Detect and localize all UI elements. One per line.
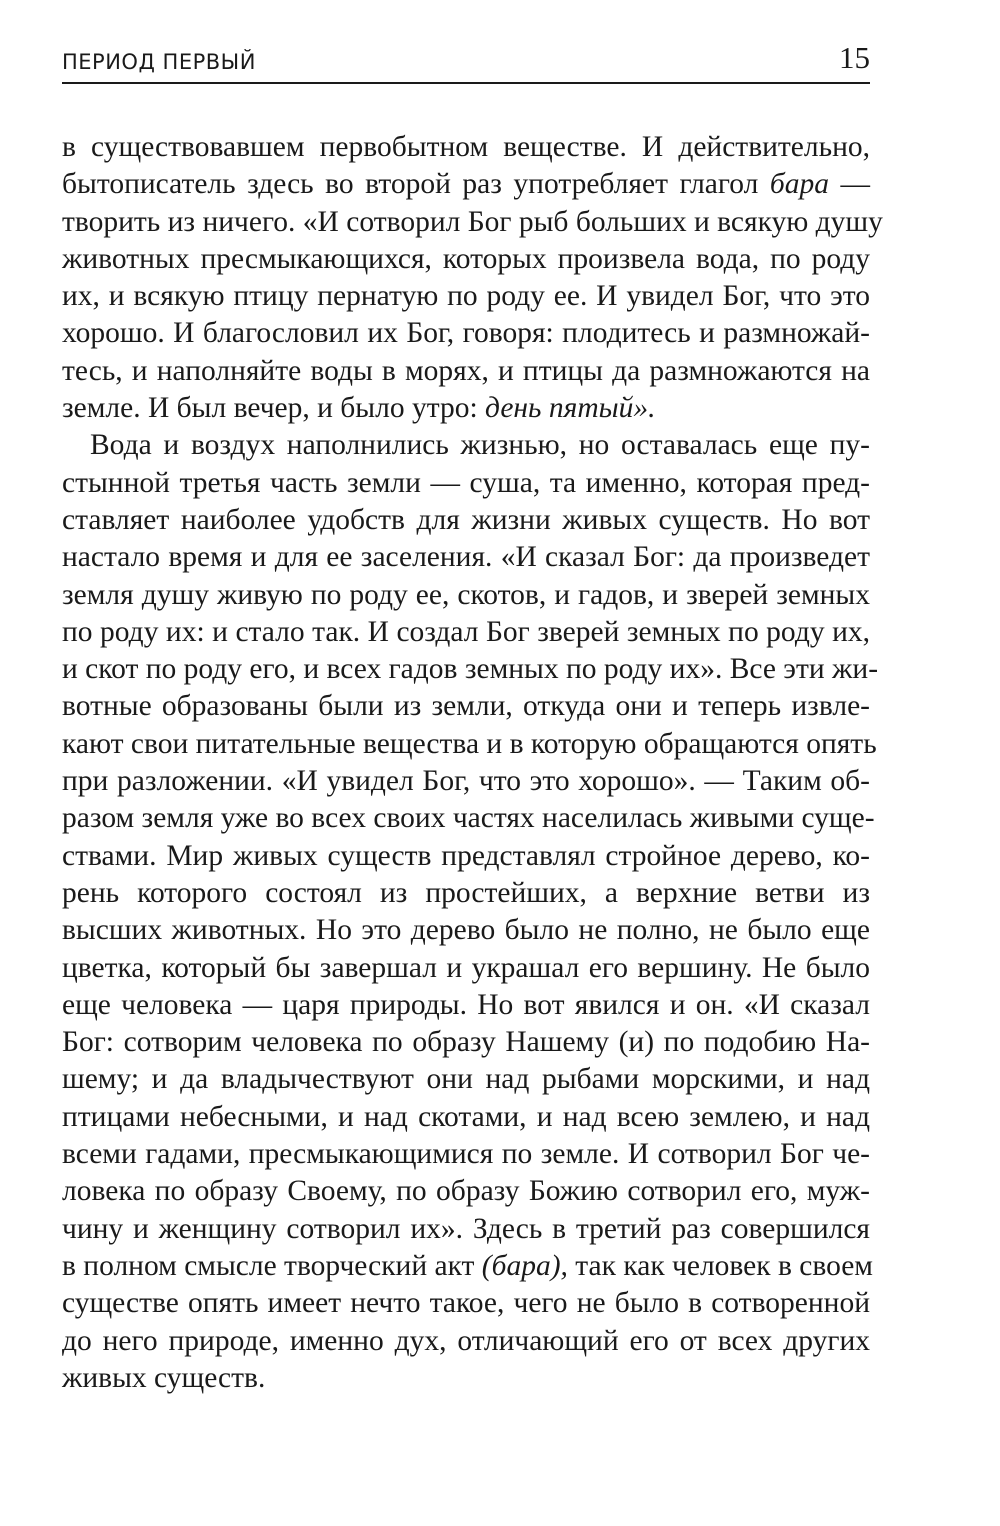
text-run: до него природе, именно дух, отличающий его от всех других — [62, 1324, 870, 1357]
text-line — [62, 912, 870, 949]
text-line — [62, 204, 883, 241]
text-line — [62, 1061, 870, 1098]
text-line — [62, 539, 870, 576]
text-line — [62, 875, 870, 912]
text-run: всеми гадами, пресмыкающимися по земле. И сотворил Бог че- — [62, 1138, 870, 1171]
text-run: ставляет наиболее удобств для жизни живых существ. Но вот — [62, 503, 870, 536]
text-run: Вода и воздух наполнились жизнью, но оставалась еще пу- — [90, 429, 870, 462]
text-run: — — [828, 168, 870, 201]
running-title: ПЕРИОД ПЕРВЫЙ — [62, 50, 256, 74]
text-line — [62, 166, 870, 203]
text-run: стынной третья часть земли — суша, та именно, которая пред- — [62, 466, 870, 499]
text-line — [62, 577, 870, 614]
text-line — [62, 1136, 870, 1173]
italic-text-run: день пятый». — [485, 392, 656, 425]
italic-text-run: бара — [769, 168, 829, 201]
text-line — [62, 427, 870, 464]
text-run: высших животных. Но это дерево было не полно, не было еще — [62, 914, 870, 947]
text-line — [62, 1248, 873, 1285]
text-run: и скот по роду его, и всех гадов земных по роду их». Все эти жи- — [62, 653, 879, 686]
text-line — [62, 1099, 870, 1136]
italic-text-run: (бара), — [481, 1249, 568, 1282]
text-line — [62, 950, 870, 987]
text-run: разом земля уже во всех своих частях населилась живыми суще- — [62, 802, 875, 835]
text-run: настало время и для ее заселения. «И сказал Бог: да произведет — [62, 541, 870, 574]
text-line — [62, 241, 870, 278]
text-line — [62, 763, 870, 800]
text-line — [62, 800, 875, 837]
body-text — [62, 129, 883, 1397]
text-line — [62, 1173, 870, 1210]
text-run: земля душу живую по роду ее, скотов, и гадов, и зверей земных — [62, 578, 870, 611]
text-line — [62, 987, 870, 1024]
paragraph — [62, 427, 879, 1397]
text-run: еще человека — царя природы. Но вот явился и он. «И сказал — [62, 988, 870, 1021]
running-head — [62, 40, 870, 80]
header-rule — [62, 82, 870, 84]
text-run: чину и женщину сотворил их». Здесь в третий раз совершился — [62, 1212, 870, 1245]
text-line — [62, 688, 870, 725]
text-run: рень которого состоял из простейших, а верхние ветви из — [62, 876, 870, 909]
text-run: Бог: сотворим человека по образу Нашему (и) по подобию На- — [62, 1026, 870, 1059]
text-line — [62, 838, 870, 875]
text-line — [62, 465, 870, 502]
text-line — [62, 502, 870, 539]
text-run: бытописатель здесь во второй раз употребляет глагол — [62, 168, 770, 201]
text-run: шему; и да владычествуют они над рыбами морскими, и над — [62, 1063, 870, 1096]
text-run: в существовавшем первобытном веществе. И действительно, — [62, 131, 870, 163]
text-run: при разложении. «И увидел Бог, что это хорошо». — Таким об- — [62, 765, 870, 798]
text-line — [62, 315, 870, 352]
text-run: ствами. Мир живых существ представлял стройное дерево, ко- — [62, 839, 870, 872]
text-run: кают свои питательные вещества и в которую обращаются опять — [62, 727, 877, 760]
text-run: тесь, и наполняйте воды в морях, и птицы да размножаются на — [62, 354, 870, 387]
text-line — [62, 390, 870, 427]
text-run: хорошо. И благословил их Бог, говоря: плодитесь и размножай- — [62, 317, 870, 350]
text-run: в полном смысле творческий акт — [62, 1249, 482, 1282]
text-line — [62, 278, 870, 315]
text-line — [62, 1285, 870, 1322]
text-run: живых существ. — [62, 1361, 266, 1394]
text-run: ловека по образу Своему, по образу Божию сотворил его, муж- — [62, 1175, 870, 1208]
text-run: существе опять имеет нечто такое, чего не было в сотворенной — [62, 1287, 870, 1320]
text-line — [62, 651, 879, 688]
text-line — [62, 1211, 870, 1248]
text-line — [62, 1360, 870, 1397]
text-line — [62, 353, 870, 390]
text-line — [62, 614, 870, 651]
text-run: вотные образованы были из земли, откуда они и теперь извле- — [62, 690, 870, 723]
text-line — [62, 129, 870, 166]
text-line — [62, 1323, 870, 1360]
paragraph — [62, 129, 883, 427]
text-line — [62, 1024, 870, 1061]
text-run: по роду их: и стало так. И создал Бог зверей земных по роду их, — [62, 615, 870, 648]
text-run: птицами небесными, и над скотами, и над всею землею, и над — [62, 1100, 870, 1133]
text-run: земле. И был вечер, и было утро: — [62, 392, 486, 425]
text-run: творить из ничего. «И сотворил Бог рыб больших и всякую душу — [62, 205, 883, 238]
page-number: 15 — [839, 40, 870, 75]
text-run: их, и всякую птицу пернатую по роду ее. И увидел Бог, что это — [62, 280, 870, 313]
text-run: животных пресмыкающихся, которых произвела вода, по роду — [62, 242, 870, 275]
text-run: цветка, который бы завершал и украшал его вершину. Не было — [62, 951, 870, 984]
text-line — [62, 726, 877, 763]
text-run: так как человек в своем — [567, 1249, 873, 1282]
